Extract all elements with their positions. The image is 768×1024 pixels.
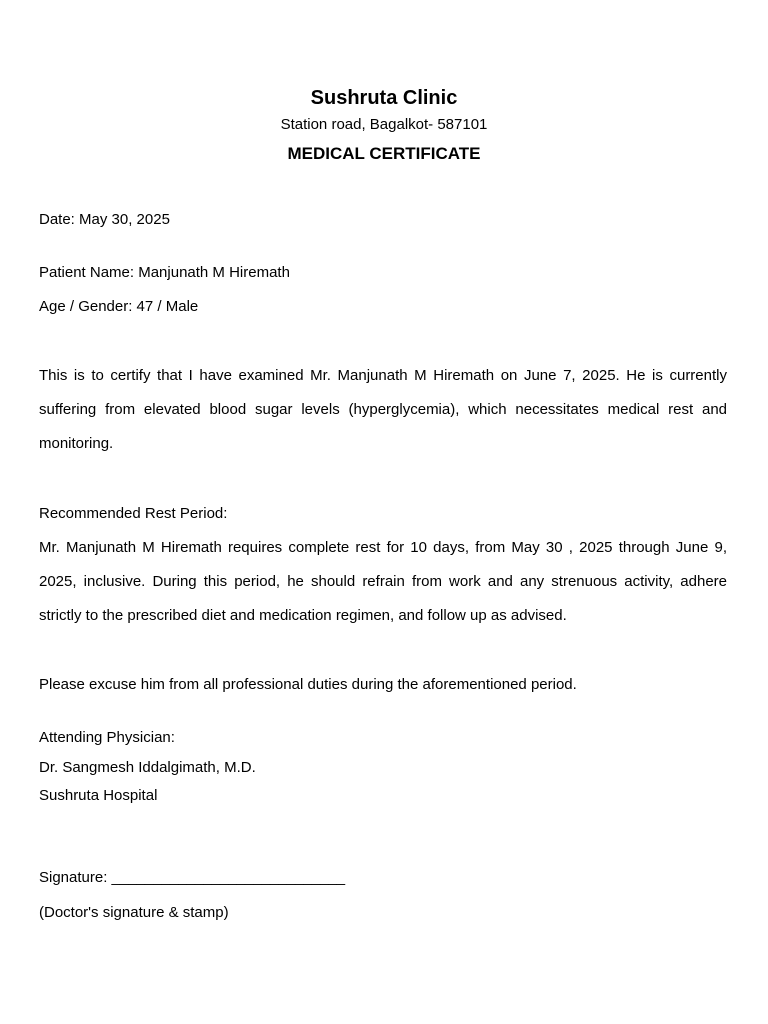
patient-age-gender: Age / Gender: 47 / Male [39, 298, 199, 315]
rest-period-paragraph: Mr. Manjunath M Hiremath requires complete rest for 10 days, from May 30 , 2025 through June 9, 2025, inclusive. During this period, he should refrain from work and any strenuous activity, adhere strictly to the prescribed diet and medication regimen, and follow up as advised. [39, 539, 727, 624]
clinic-name: Sushruta Clinic [310, 87, 458, 109]
clinic-address: Station road, Bagalkot- 587101 [280, 116, 488, 133]
signature-line: Signature: ____________________________ [39, 869, 346, 886]
excuse-statement: Please excuse him from all professional duties during the aforementioned period. [39, 676, 577, 693]
rest-period-heading: Recommended Rest Period: [39, 505, 228, 522]
physician-heading: Attending Physician: [39, 729, 175, 746]
certificate-date: Date: May 30, 2025 [39, 211, 170, 228]
certification-paragraph: This is to certify that I have examined Mr. Manjunath M Hiremath on June 7, 2025. He is currently suffering from elevated blood sugar levels (hyperglycemia), which necessitates medical rest and monitoring. [39, 367, 727, 452]
physician-hospital: Sushruta Hospital [39, 787, 158, 804]
certificate-title: MEDICAL CERTIFICATE [287, 144, 481, 163]
patient-name: Patient Name: Manjunath M Hiremath [39, 264, 290, 281]
physician-name: Dr. Sangmesh Iddalgimath, M.D. [39, 759, 256, 776]
signature-note: (Doctor's signature & stamp) [39, 904, 229, 921]
